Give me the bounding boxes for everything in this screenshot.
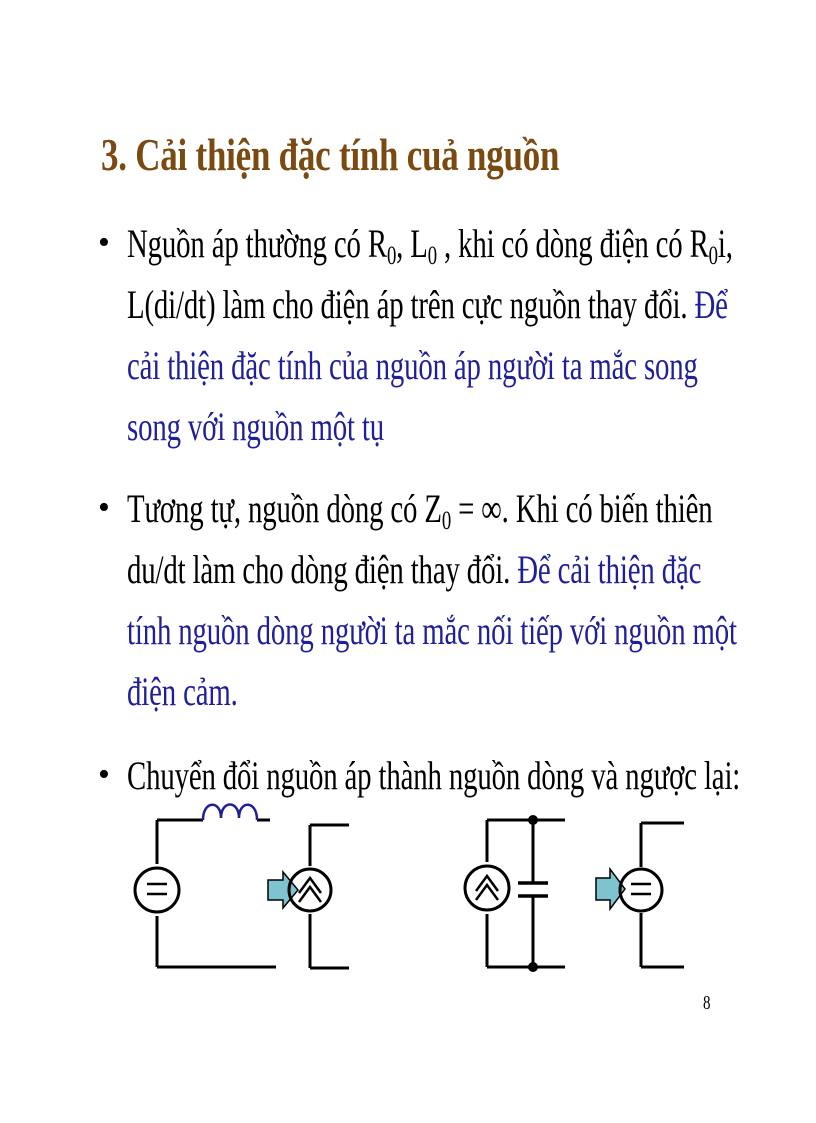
- bullet-marker-1: •: [98, 224, 110, 261]
- paragraph-2-line-3: tính nguồn dòng người ta mắc nối tiếp với nguồn một: [127, 608, 737, 653]
- junction-dot: [528, 962, 538, 972]
- voltage-source-with-inductor: [135, 805, 276, 968]
- paragraph-2-line-2: du/dt làm cho dòng điện thay đổi. Để cải thiện đặc: [127, 547, 702, 592]
- junction-dot: [528, 815, 538, 825]
- paragraph-2-line-1: Tương tự, nguồn dòng có $Z_0$ = ∞. Khi có biến thiên: [127, 486, 713, 535]
- voltage-source-symbol-icon: [135, 868, 179, 912]
- bullet-marker-3: •: [98, 756, 110, 793]
- capacitor-icon: [518, 883, 548, 896]
- current-source-output: [289, 825, 349, 968]
- paragraph-1-line-2: L(di/dt) làm cho điện áp trên cực nguồn thay đổi. Để: [127, 282, 728, 327]
- paragraph-3-line-1: Chuyển đổi nguồn áp thành nguồn dòng và ngược lại:: [127, 753, 741, 798]
- bullet-marker-2: •: [98, 489, 110, 526]
- paragraph-2-line-4: điện cảm.: [127, 669, 238, 714]
- current-source-symbol-icon: [465, 866, 509, 910]
- voltage-source-symbol-icon: [620, 869, 662, 911]
- paragraph-1-line-4: song với nguồn một tụ: [127, 404, 385, 449]
- page-title: 3. Cải thiện đặc tính cuả nguồn: [101, 129, 560, 180]
- inductor-coil-icon: [203, 805, 257, 821]
- voltage-source-output: [620, 823, 684, 967]
- paragraph-1-line-3: cải thiện đặc tính của nguồn áp người ta mắc song: [127, 343, 698, 388]
- current-source-with-capacitor: [465, 815, 565, 972]
- page-number: 8: [703, 992, 711, 1014]
- paragraph-1-line-1: Nguồn áp thường có $R_0$, $L_0$ , khi có dòng điện có $R_0i$,: [127, 221, 733, 270]
